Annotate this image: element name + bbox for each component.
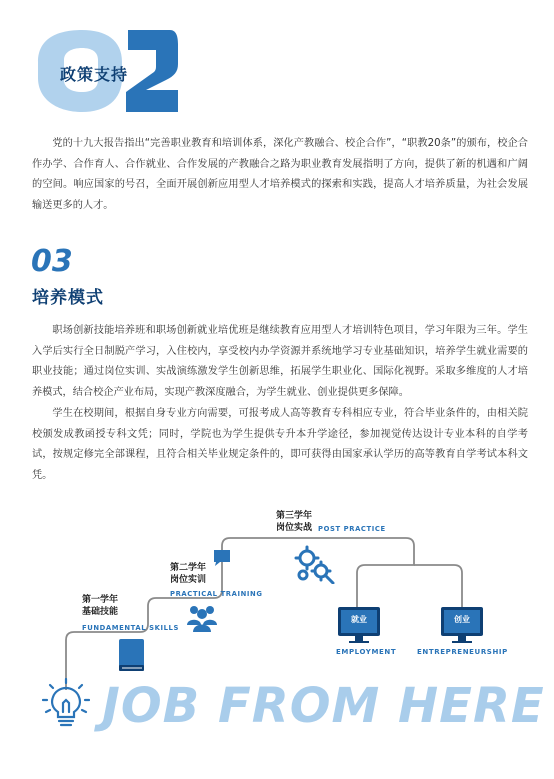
stage1-year: 第一学年: [82, 595, 119, 605]
employment-screen-text: 就业: [351, 615, 367, 624]
stage1-en-label: FUNDAMENTAL SKILLS: [82, 624, 179, 632]
section02-paragraph: 党的十九大报告指出“完善职业教育和培训体系，深化产教融合、校企合作”，“职教20条”的颁布，校企合作办学、合作育人、合作就业、合作发展的产教融合之路为职业教育发展指明了方向，提供了新的机遇和广阔的空间。响应国家的号召，全面开展创新应用型人才培养模式的探索和实践，提高人才培养质量，为社会发展输送更多的人才。: [32, 138, 528, 211]
stage2-en-label: PRACTICAL TRAINING: [170, 590, 263, 598]
chat-bubble-icon: [212, 548, 232, 568]
people-icon: [186, 603, 218, 633]
stage3-en-label: POST PRACTICE: [318, 525, 386, 533]
section02-title: 政策支持: [60, 65, 129, 84]
section03-paragraph-1: 职场创新技能培养班和职场创新就业培优班是继续教育应用型人才培训特色项目，学习年限为三年。学生入学后实行全日制脱产学习，入住校内，享受校内办学资源并系统地学习专业基础知识，培养学生就业需要的职业技能；通过岗位实训、实战演练激发学生创新思维，拓展学生职业化、国际化视野。采取多维度的人才培养模式，结合校企产业布局，实现产教深度融合，为学生就业、创业提供更多保障。: [32, 325, 528, 398]
section03-paragraph-2: 学生在校期间，根据自身专业方向需要，可报考成人高等教育专科相应专业，符合毕业条件的，由相关院校颁发成教函授专科文凭；同时，学院也为学生提供专升本升学途径，参加视觉传达设计专业本科的自学考试，按规定修完全部课程，且符合相关毕业规定条件的，即可获得由国家承认学历的高等教育自学考试本科文凭。: [32, 408, 528, 481]
stage2-year: 第二学年: [170, 563, 207, 573]
employment-monitor-icon: [337, 606, 381, 644]
stage3-year: 第三学年: [276, 511, 313, 521]
lightbulb-icon: [42, 678, 90, 730]
entrepreneurship-screen-text: 创业: [454, 615, 470, 624]
slogan-text: JOB FROM HERE: [102, 678, 545, 734]
section03-title: 培养模式: [32, 288, 104, 308]
stage2-title: 岗位实训: [170, 575, 207, 585]
employment-label: EMPLOYMENT: [336, 648, 397, 656]
stage3-title: 岗位实战: [276, 523, 313, 533]
stage1-title: 基础技能: [82, 607, 119, 617]
section03-number: 03: [31, 244, 73, 279]
entrepreneurship-label: ENTREPRENEURSHIP: [417, 648, 508, 656]
gears-icon: [293, 544, 337, 584]
entrepreneurship-monitor-icon: [440, 606, 484, 644]
book-icon: [116, 637, 146, 673]
